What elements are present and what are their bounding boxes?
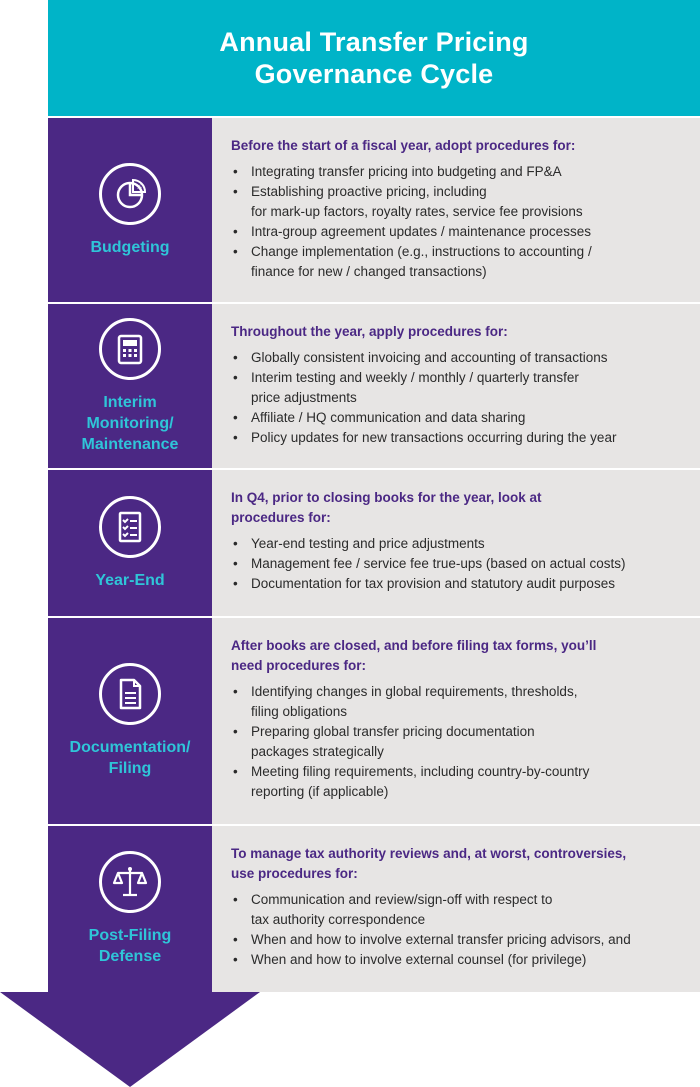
list-item: • Year-end testing and price adjustments xyxy=(231,534,686,554)
list-item: • Preparing global transfer pricing documentation packages strategically xyxy=(231,722,686,762)
list-item: • Integrating transfer pricing into budgeting and FP&A xyxy=(231,162,686,182)
list-item: • Affiliate / HQ communication and data sharing xyxy=(231,408,686,428)
stage-content xyxy=(212,618,700,824)
list-item: • Management fee / service fee true-ups (based on actual costs) xyxy=(231,554,686,574)
stage-heading: After books are closed, and before filing tax forms, you’ll need procedures for: xyxy=(231,638,597,673)
cycle-arrow-icon xyxy=(0,992,260,1087)
header-banner xyxy=(48,0,700,116)
stage-item-list xyxy=(231,348,686,448)
stage-label: Year-End xyxy=(95,571,165,589)
stage-row xyxy=(48,826,700,992)
list-item: • Identifying changes in global requirements, thresholds, filing obligations xyxy=(231,682,686,722)
stage-content xyxy=(212,826,700,992)
scales-icon xyxy=(99,851,161,913)
stage-row xyxy=(48,618,700,824)
stage-sidebar xyxy=(48,118,212,302)
stage-row xyxy=(48,118,700,302)
stage-label: Interim Monitoring/ Maintenance xyxy=(81,393,179,453)
stage-content xyxy=(212,304,700,468)
stage-item-list xyxy=(231,682,686,802)
stage-sidebar xyxy=(48,826,212,992)
stage-sidebar xyxy=(48,618,212,824)
list-item: • When and how to involve external transfer pricing advisors, and xyxy=(231,930,686,950)
page-title: Annual Transfer Pricing Governance Cycle xyxy=(219,27,529,89)
stage-item-list xyxy=(231,162,686,282)
stage-heading: Before the start of a fiscal year, adopt procedures for: xyxy=(231,138,576,153)
list-item: • When and how to involve external counsel (for privilege) xyxy=(231,950,686,970)
list-item: • Intra-group agreement updates / maintenance processes xyxy=(231,222,686,242)
stage-heading: In Q4, prior to closing books for the year, look at procedures for: xyxy=(231,490,542,525)
stage-label: Documentation/ Filing xyxy=(69,739,191,777)
list-item: • Meeting filing requirements, including country-by-country reporting (if applicable) xyxy=(231,762,686,802)
document-icon xyxy=(99,663,161,725)
list-item: • Policy updates for new transactions occurring during the year xyxy=(231,428,686,448)
checklist-icon xyxy=(99,496,161,558)
stage-item-list xyxy=(231,890,686,970)
stage-content xyxy=(212,118,700,302)
pie-chart-icon xyxy=(99,163,161,225)
stage-item-list xyxy=(231,534,686,594)
list-item: • Interim testing and weekly / monthly / quarterly transfer price adjustments xyxy=(231,368,686,408)
svg-text:%: % xyxy=(136,183,142,191)
stage-row xyxy=(48,470,700,616)
stage-row xyxy=(48,304,700,468)
calculator-icon xyxy=(99,318,161,380)
stage-heading: To manage tax authority reviews and, at worst, controversies, use procedures for: xyxy=(231,846,627,881)
list-item: • Communication and review/sign-off with respect to tax authority correspondence xyxy=(231,890,686,930)
stage-sidebar xyxy=(48,304,212,468)
stage-sidebar xyxy=(48,470,212,616)
stage-heading: Throughout the year, apply procedures for: xyxy=(231,324,508,339)
stage-content xyxy=(212,470,700,616)
stage-label: Budgeting xyxy=(90,238,170,256)
list-item: • Change implementation (e.g., instructions to accounting / finance for new / changed transactions) xyxy=(231,242,686,282)
list-item: • Globally consistent invoicing and accounting of transactions xyxy=(231,348,686,368)
list-item: • Documentation for tax provision and statutory audit purposes xyxy=(231,574,686,594)
list-item: • Establishing proactive pricing, including for mark-up factors, royalty rates, service fee provisions xyxy=(231,182,686,222)
stage-label: Post-Filing Defense xyxy=(88,927,172,965)
